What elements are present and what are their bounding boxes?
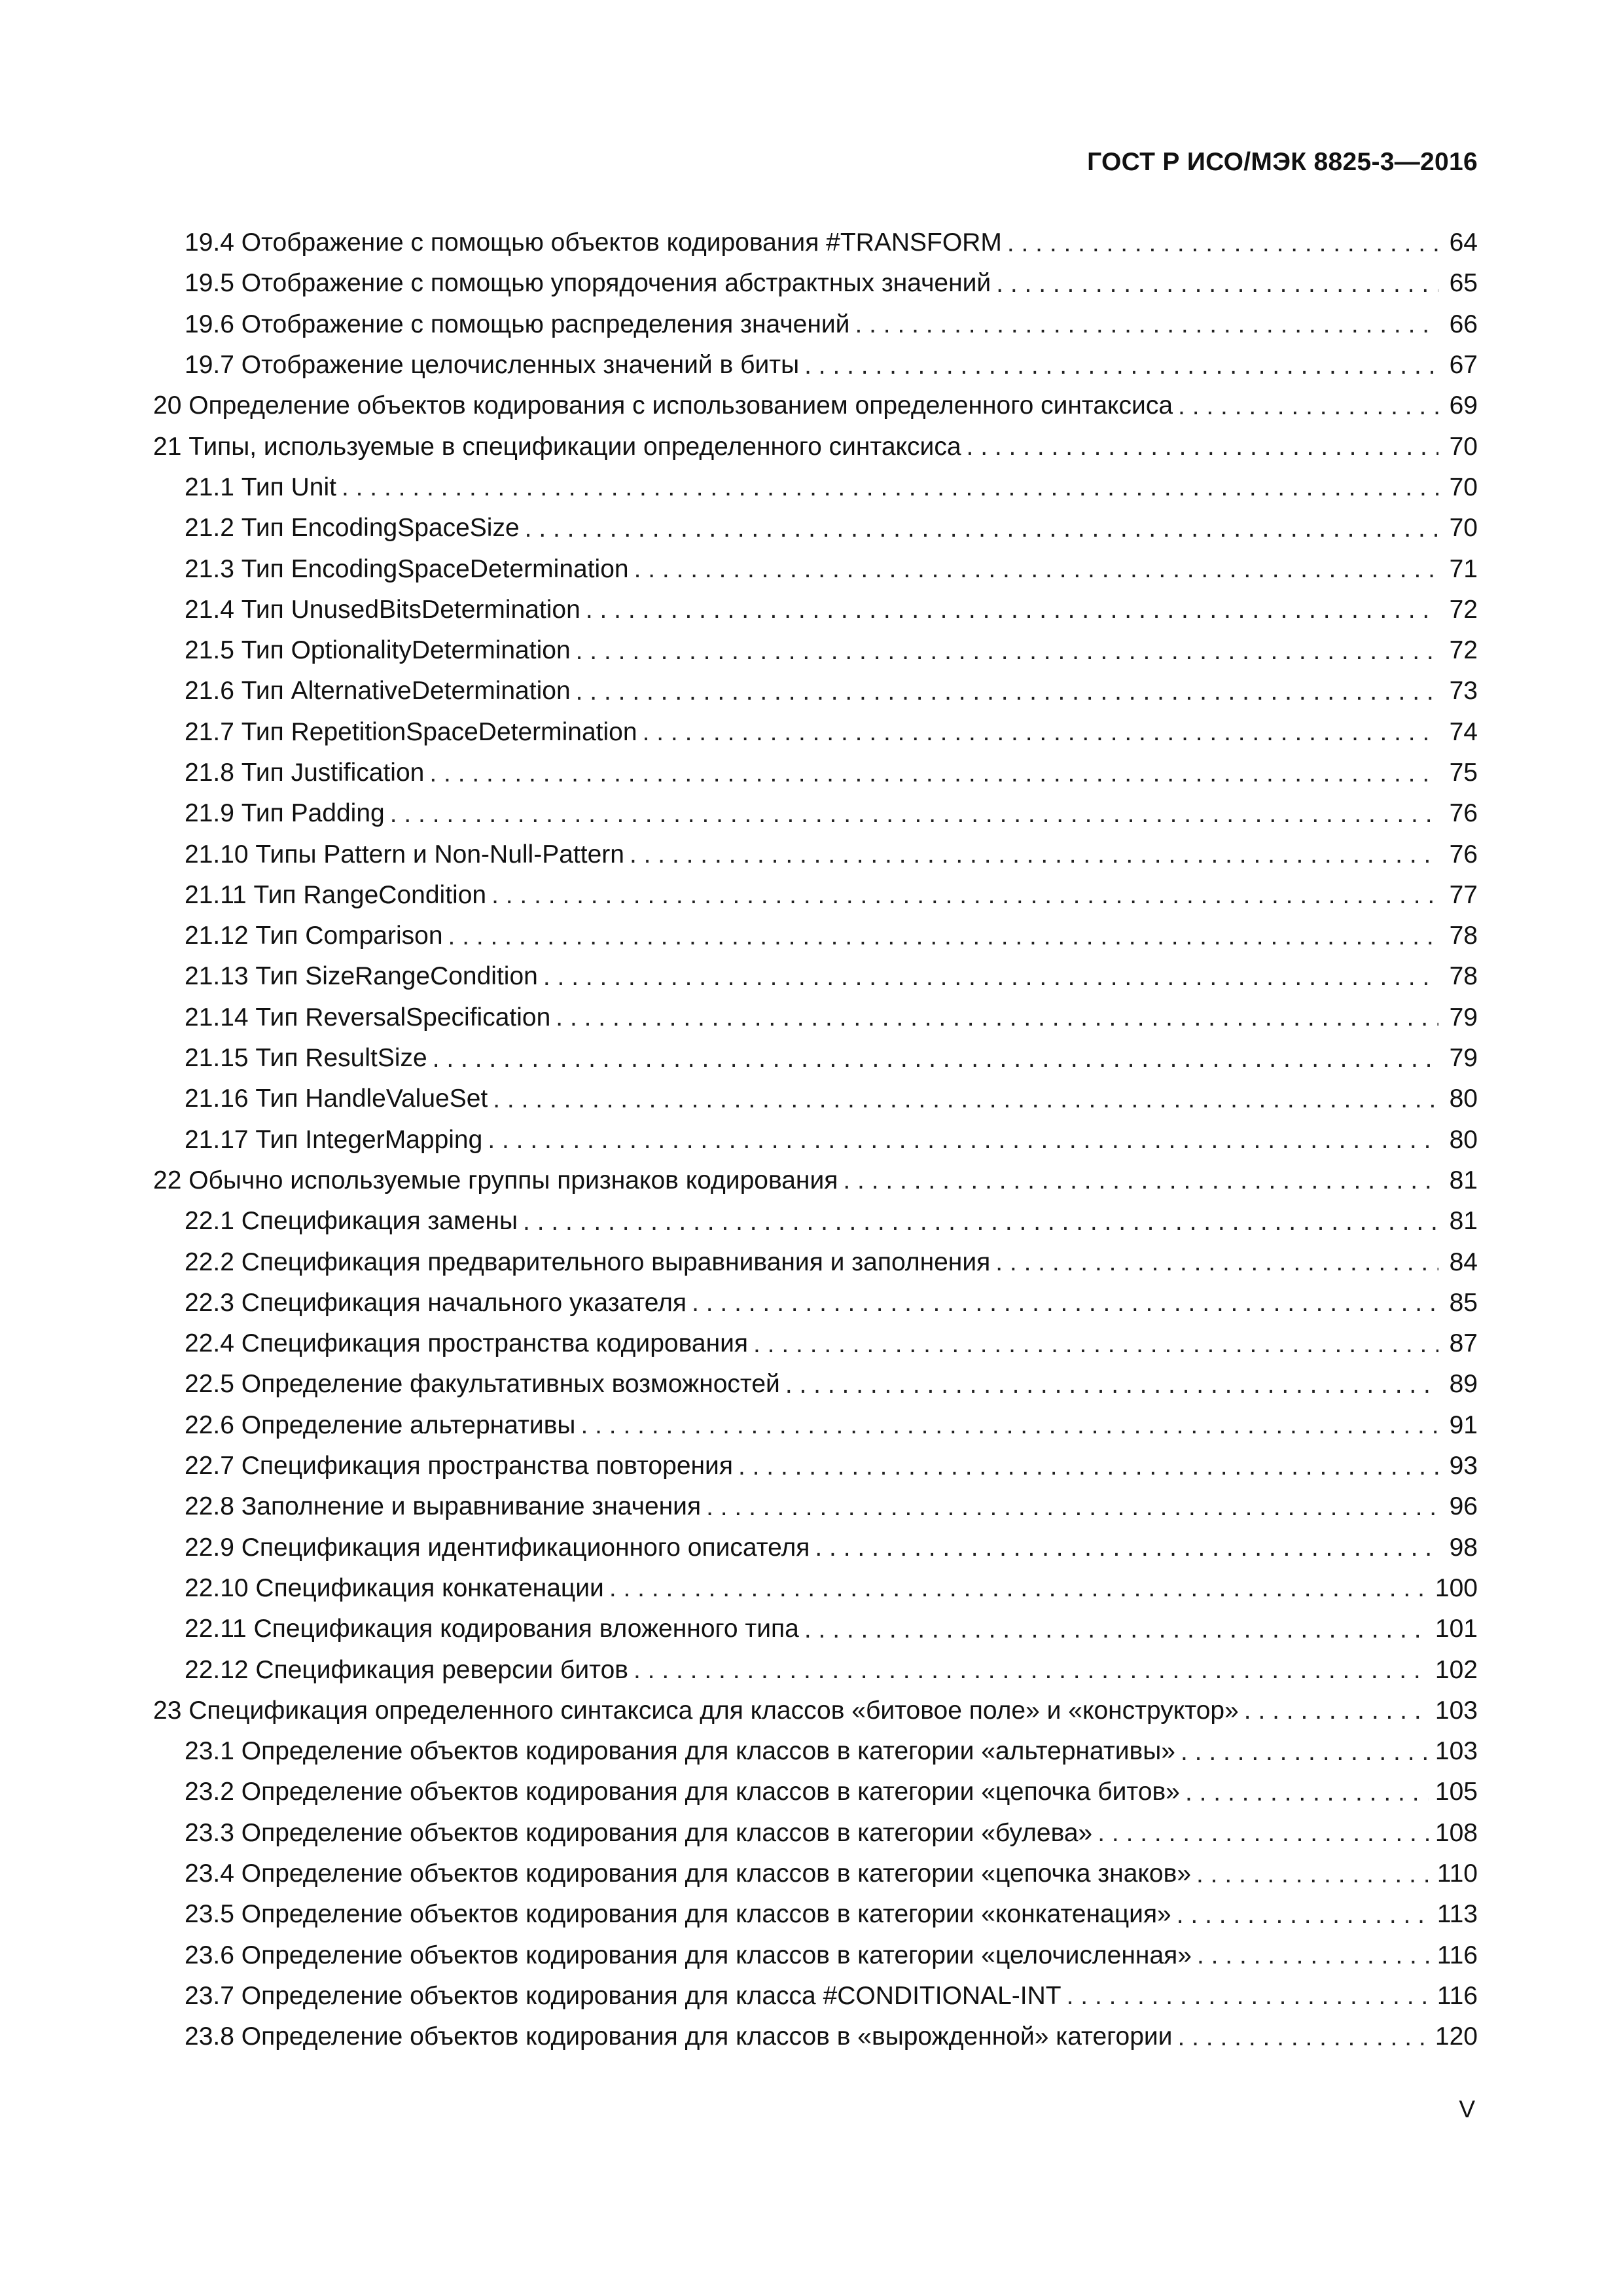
toc-entry	[185, 997, 1478, 1038]
toc-entry	[185, 1486, 1478, 1527]
toc-dot-leader	[523, 1209, 1438, 1234]
toc-entry-title: 21.8 Тип Justification	[185, 759, 425, 787]
toc-entry-title: 23.2 Определение объектов кодирования для классов в категории «цепочка битов»	[185, 1778, 1180, 1806]
toc-dot-leader	[1196, 1861, 1431, 1887]
toc-entry-title: 22.9 Спецификация идентификационного описателя	[185, 1533, 810, 1562]
toc-entry-page: 108	[1435, 1818, 1478, 1847]
toc-entry-title: 19.7 Отображение целочисленных значений в биты	[185, 351, 800, 380]
toc-entry-title: 23.3 Определение объектов кодирования для классов в категории «булева»	[185, 1818, 1093, 1847]
toc-entry-page: 91	[1449, 1410, 1478, 1439]
toc-entry-page: 105	[1435, 1778, 1478, 1806]
toc-entry	[185, 1242, 1478, 1282]
toc-dot-leader	[855, 312, 1438, 337]
toc-dot-leader	[633, 1657, 1429, 1683]
toc-entry-page: 76	[1449, 799, 1478, 828]
toc-entry-title: 22.7 Спецификация пространства повторения	[185, 1452, 733, 1480]
toc-entry	[185, 1609, 1478, 1649]
toc-entry-title: 22.4 Спецификация пространства кодирования	[185, 1329, 749, 1358]
toc-dot-leader	[843, 1168, 1438, 1193]
toc-entry-page: 73	[1449, 677, 1478, 706]
toc-entry-title: 22.3 Спецификация начального указателя	[185, 1288, 687, 1317]
toc-dot-leader	[995, 1249, 1438, 1275]
toc-entry-page: 71	[1449, 554, 1478, 583]
toc-entry	[185, 916, 1478, 956]
toc-dot-leader	[543, 964, 1438, 990]
toc-dot-leader	[1197, 1943, 1431, 1968]
toc-entry	[185, 1201, 1478, 1242]
toc-entry-page: 70	[1449, 473, 1478, 501]
toc-entry-page: 79	[1449, 1044, 1478, 1073]
toc-entry	[185, 345, 1478, 386]
toc-entry	[185, 712, 1478, 753]
toc-entry-page: 66	[1449, 310, 1478, 338]
toc-entry-title: 21.6 Тип AlternativeDetermination	[185, 677, 571, 706]
toc-dot-leader	[433, 1046, 1438, 1071]
toc-dot-leader	[586, 597, 1438, 622]
toc-dot-leader	[996, 271, 1438, 296]
toc-dot-leader	[692, 1290, 1438, 1316]
toc-dot-leader	[738, 1454, 1438, 1479]
toc-entry	[185, 1731, 1478, 1772]
toc-entry-page: 65	[1449, 269, 1478, 298]
toc-entry-title: 21 Типы, используемые в спецификации определенного синтаксиса	[153, 432, 961, 461]
toc-entry-page: 113	[1436, 1900, 1478, 1929]
toc-dot-leader	[1177, 2024, 1428, 2050]
toc-entry	[185, 630, 1478, 671]
toc-entry-page: 87	[1449, 1329, 1478, 1358]
toc-entry	[153, 426, 1478, 467]
toc-entry-title: 22.10 Спецификация конкатенации	[185, 1573, 604, 1602]
toc-entry	[185, 1528, 1478, 1568]
toc-entry-title: 22.1 Спецификация замены	[185, 1207, 518, 1236]
toc-entry	[185, 875, 1478, 916]
toc-dot-leader	[634, 556, 1438, 582]
toc-entry-title: 23.6 Определение объектов кодирования для классов в категории «целочисленная»	[185, 1941, 1192, 1969]
toc-dot-leader	[706, 1494, 1438, 1520]
toc-entry	[185, 1894, 1478, 1935]
toc-entry	[185, 671, 1478, 711]
toc-dot-leader	[448, 924, 1438, 949]
toc-entry-page: 72	[1449, 595, 1478, 624]
toc-entry-page: 103	[1435, 1737, 1478, 1766]
toc-dot-leader	[630, 842, 1438, 867]
toc-entry	[185, 1976, 1478, 2017]
toc-entry	[185, 1813, 1478, 1854]
toc-entry-page: 81	[1449, 1207, 1478, 1236]
toc-dot-leader	[804, 353, 1438, 378]
toc-dot-leader	[429, 761, 1438, 786]
toc-dot-leader	[1244, 1698, 1429, 1723]
toc-entry-page: 69	[1449, 391, 1478, 420]
toc-entry-title: 22 Обычно используемые группы признаков кодирования	[153, 1166, 838, 1194]
toc-dot-leader	[753, 1331, 1438, 1357]
toc-dot-leader	[815, 1535, 1438, 1560]
toc-entry	[185, 1364, 1478, 1405]
toc-entry-title: 19.4 Отображение с помощью объектов кодирования #TRANSFORM	[185, 228, 1002, 257]
toc-entry	[153, 1160, 1478, 1201]
toc-entry-title: 23.7 Определение объектов кодирования для класса #CONDITIONAL-INT	[185, 1981, 1061, 2010]
toc-entry	[185, 1649, 1478, 1690]
toc-entry-page: 80	[1449, 1085, 1478, 1113]
toc-entry	[153, 1691, 1478, 1731]
toc-entry-title: 21.17 Тип IntegerMapping	[185, 1125, 483, 1154]
toc-entry	[185, 1568, 1478, 1609]
toc-entry	[185, 263, 1478, 304]
toc-entry-page: 70	[1449, 514, 1478, 543]
toc-entry-page: 67	[1449, 351, 1478, 380]
toc-entry-page: 64	[1449, 228, 1478, 257]
toc-entry-page: 84	[1449, 1247, 1478, 1276]
toc-dot-leader	[488, 1127, 1438, 1153]
toc-dot-leader	[576, 679, 1438, 704]
toc-entry-title: 22.2 Спецификация предварительного выравнивания и заполнения	[185, 1247, 991, 1276]
toc-entry-title: 21.1 Тип Unit	[185, 473, 336, 501]
toc-entry	[185, 1323, 1478, 1364]
toc-dot-leader	[785, 1372, 1438, 1397]
toc-dot-leader	[491, 882, 1438, 908]
toc-dot-leader	[609, 1575, 1429, 1601]
toc-entry-page: 78	[1449, 962, 1478, 991]
toc-dot-leader	[342, 475, 1438, 500]
toc-entry-title: 21.13 Тип SizeRangeCondition	[185, 962, 538, 991]
toc-entry-page: 116	[1436, 1981, 1478, 2010]
toc-entry-page: 72	[1449, 636, 1478, 665]
toc-entry	[185, 1405, 1478, 1446]
toc-entry	[185, 1079, 1478, 1119]
toc-entry-title: 22.5 Определение факультативных возможностей	[185, 1370, 780, 1399]
toc-entry	[185, 1935, 1478, 1975]
toc-dot-leader	[804, 1617, 1429, 1642]
toc-entry-page: 103	[1435, 1696, 1478, 1725]
toc-entry-page: 96	[1449, 1492, 1478, 1521]
table-of-contents	[0, 223, 1623, 2057]
toc-dot-leader	[643, 719, 1438, 745]
toc-dot-leader	[1185, 1780, 1429, 1805]
toc-entry-title: 23.8 Определение объектов кодирования для классов в «вырожденной» категории	[185, 2022, 1173, 2051]
toc-dot-leader	[1067, 1983, 1431, 2009]
toc-entry	[185, 304, 1478, 345]
toc-entry-title: 21.11 Тип RangeCondition	[185, 880, 487, 909]
toc-entry-page: 100	[1435, 1573, 1478, 1602]
toc-entry-page: 79	[1449, 1003, 1478, 1031]
toc-entry-title: 23.4 Определение объектов кодирования для классов в категории «цепочка знаков»	[185, 1859, 1192, 1888]
toc-entry-page: 101	[1435, 1615, 1478, 1643]
toc-entry-title: 22.6 Определение альтернативы	[185, 1410, 576, 1439]
toc-dot-leader	[525, 516, 1438, 541]
toc-dot-leader	[580, 1412, 1438, 1438]
toc-entry-title: 19.6 Отображение с помощью распределения значений	[185, 310, 850, 338]
toc-entry-title: 21.3 Тип EncodingSpaceDetermination	[185, 554, 629, 583]
toc-entry	[185, 793, 1478, 834]
toc-entry-title: 19.5 Отображение с помощью упорядочения абстрактных значений	[185, 269, 991, 298]
toc-entry	[185, 1772, 1478, 1812]
toc-entry	[185, 467, 1478, 508]
toc-entry-page: 80	[1449, 1125, 1478, 1154]
toc-entry	[185, 548, 1478, 589]
toc-entry-title: 23.1 Определение объектов кодирования для классов в категории «альтернативы»	[185, 1737, 1175, 1766]
page-number: V	[1459, 2096, 1475, 2123]
toc-entry	[185, 223, 1478, 263]
toc-entry-title: 23 Спецификация определенного синтаксиса для классов «битовое поле» и «конструктор»	[153, 1696, 1239, 1725]
toc-entry-title: 21.9 Тип Padding	[185, 799, 385, 828]
toc-entry	[185, 1038, 1478, 1079]
toc-entry	[153, 386, 1478, 426]
toc-entry-title: 20 Определение объектов кодирования с использованием определенного синтаксиса	[153, 391, 1173, 420]
toc-dot-leader	[967, 434, 1438, 459]
toc-entry-page: 102	[1435, 1655, 1478, 1684]
toc-entry	[185, 956, 1478, 997]
toc-entry-title: 23.5 Определение объектов кодирования для классов в категории «конкатенация»	[185, 1900, 1171, 1929]
toc-entry-title: 21.16 Тип HandleValueSet	[185, 1085, 488, 1113]
toc-entry-title: 21.2 Тип EncodingSpaceSize	[185, 514, 520, 543]
toc-entry-title: 22.8 Заполнение и выравнивание значения	[185, 1492, 702, 1521]
toc-dot-leader	[493, 1086, 1438, 1112]
toc-entry-page: 76	[1449, 840, 1478, 869]
toc-entry-page: 77	[1449, 880, 1478, 909]
toc-entry-page: 89	[1449, 1370, 1478, 1399]
toc-entry-title: 21.7 Тип RepetitionSpaceDetermination	[185, 717, 637, 746]
toc-dot-leader	[1181, 1739, 1429, 1765]
toc-dot-leader	[556, 1005, 1438, 1030]
toc-entry-page: 74	[1449, 717, 1478, 746]
toc-entry-page: 78	[1449, 922, 1478, 950]
toc-dot-leader	[1177, 1902, 1431, 1928]
toc-dot-leader	[1178, 393, 1438, 419]
toc-entry-page: 70	[1449, 432, 1478, 461]
toc-entry	[185, 1120, 1478, 1160]
toc-entry	[185, 753, 1478, 793]
toc-entry-page: 93	[1449, 1452, 1478, 1480]
toc-entry-page: 85	[1449, 1288, 1478, 1317]
toc-entry	[185, 1854, 1478, 1894]
toc-entry-page: 110	[1436, 1859, 1478, 1888]
toc-entry	[185, 590, 1478, 630]
toc-entry-title: 21.14 Тип ReversalSpecification	[185, 1003, 551, 1031]
toc-entry-title: 21.4 Тип UnusedBitsDetermination	[185, 595, 580, 624]
toc-entry	[185, 508, 1478, 548]
toc-entry	[185, 1446, 1478, 1486]
toc-dot-leader	[1097, 1820, 1429, 1846]
toc-entry-page: 116	[1436, 1941, 1478, 1969]
toc-dot-leader	[576, 638, 1438, 664]
toc-entry-page: 75	[1449, 759, 1478, 787]
toc-dot-leader	[390, 801, 1438, 827]
toc-entry-title: 22.11 Спецификация кодирования вложенного типа	[185, 1615, 799, 1643]
toc-entry	[185, 834, 1478, 874]
toc-entry-page: 98	[1449, 1533, 1478, 1562]
toc-entry-title: 21.12 Тип Comparison	[185, 922, 443, 950]
toc-entry-title: 21.15 Тип ResultSize	[185, 1044, 427, 1073]
toc-entry-page: 81	[1449, 1166, 1478, 1194]
toc-entry	[185, 2017, 1478, 2057]
document-header: ГОСТ Р ИСО/МЭК 8825-3—2016	[1087, 148, 1478, 176]
toc-entry-title: 21.5 Тип OptionalityDetermination	[185, 636, 571, 665]
toc-dot-leader	[1007, 230, 1438, 256]
toc-entry-page: 120	[1435, 2022, 1478, 2051]
toc-entry	[185, 1283, 1478, 1323]
toc-entry-title: 22.12 Спецификация реверсии битов	[185, 1655, 628, 1684]
toc-entry-title: 21.10 Типы Pattern и Non-Null-Pattern	[185, 840, 624, 869]
